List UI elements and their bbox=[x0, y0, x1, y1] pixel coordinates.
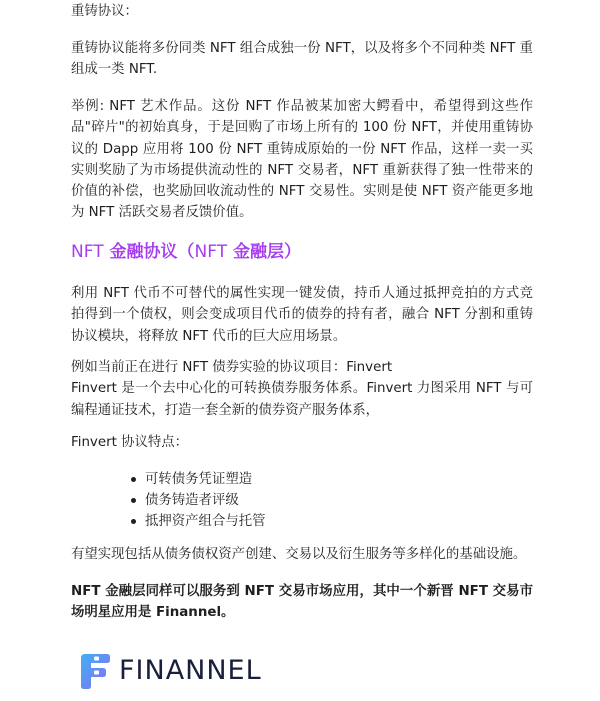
heading-text: 金融协议（ bbox=[103, 242, 195, 262]
finannel-logo-text: FINANNEL bbox=[119, 655, 262, 686]
heading-nft: NFT bbox=[71, 242, 104, 262]
section-label: 重铸协议： bbox=[71, 4, 138, 19]
example-intro: 例如当前正在进行 NFT 债券实验的协议项目： bbox=[71, 360, 347, 375]
recast-example: 举例: NFT 艺术作品。这份 NFT 作品被某加密大鳄看中，希望得到这些作品"碎片"的初始真身，于是回购了市场上所有的 100 份 NFT，并使用重铸协议的 Dapp 应用将 100 份 NFT 重铸成原始的一份 NFT 作品，这样一卖一买实则奖励了为市场提供流动性的 NFT 交易者，NFT 重新获得了独一性带来的价值的补偿，也奖励回收流动性的 NFT 交易性。实则是使 NFT 资产能更多地为 NFT 活跃交易者反馈价值。 bbox=[71, 99, 533, 221]
finannel-logo bbox=[77, 649, 262, 693]
finance-example bbox=[71, 357, 533, 421]
finance-outlook: 有望实现包括从债务债权资产创建、交易以及衍生服务等多样化的基础设施。 bbox=[71, 547, 527, 562]
list-item: 抵押资产组合与托管 bbox=[131, 511, 266, 532]
finance-conclusion: NFT 金融层同样可以服务到 NFT 交易市场应用，其中一个新晋 NFT 交易市场明星应用是 Finannel。 bbox=[71, 584, 533, 621]
heading-nft-2: NFT bbox=[194, 242, 228, 262]
features-list bbox=[131, 469, 266, 532]
recast-intro: 重铸协议能将多份同类 NFT 组合成独一份 NFT，以及将多个不同种类 NFT 重组成一类 NFT. bbox=[71, 41, 533, 78]
features-title: Finvert 协议特点： bbox=[71, 435, 189, 450]
heading-text-end: 金融层） bbox=[227, 242, 302, 262]
example-desc: Finvert 是一个去中心化的可转换债券服务体系。Finvert 力图采用 NFT 与可编程通证技术，打造一套全新的债券资产服务体系， bbox=[71, 381, 533, 418]
finance-heading bbox=[71, 240, 301, 264]
list-item: 债务铸造者评级 bbox=[131, 490, 266, 511]
list-item: 可转债务凭证塑造 bbox=[131, 469, 266, 490]
example-name: Finvert bbox=[346, 360, 393, 375]
finannel-logo-icon bbox=[77, 650, 113, 692]
finance-body: 利用 NFT 代币不可替代的属性实现一键发债，持币人通过抵押竞拍的方式竞拍得到一个债权，则会变成项目代币的债券的持有者，融合 NFT 分割和重铸协议模块，将释放 NFT 代币的巨大应用场景。 bbox=[71, 286, 533, 344]
